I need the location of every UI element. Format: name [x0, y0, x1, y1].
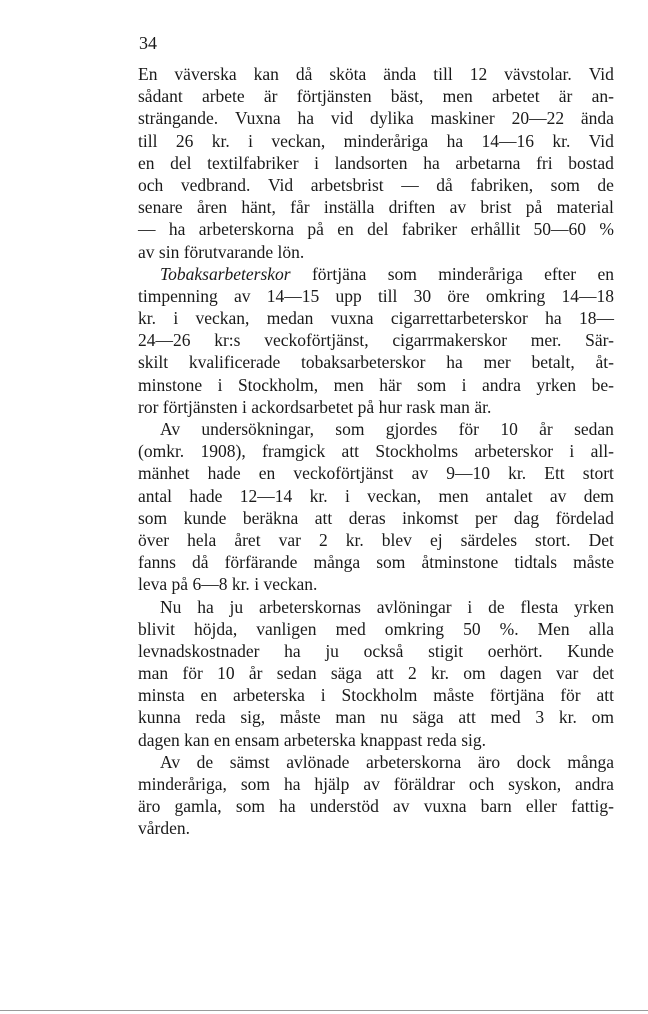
text-line: minstone i Stockholm, men här som i andra yrken be-	[138, 374, 614, 395]
text-line: äro gamla, som ha understöd av vuxna barn eller fattig-	[138, 796, 614, 817]
text-line: blivit höjda, vanligen med omkring 50 %. Men alla	[138, 618, 614, 639]
text-line: till 26 kr. i veckan, minderåriga ha 14—16 kr. Vid	[138, 130, 614, 151]
text-line: antal hade 12—14 kr. i veckan, men antalet av dem	[138, 485, 614, 506]
text-line: Nu ha ju arbeterskornas avlöningar i de flesta yrken	[160, 596, 614, 617]
text-line: skilt kvalificerade tobaksarbeterskor ha mer betalt, åt-	[138, 352, 614, 373]
text-line: sådant arbete är förtjänsten bäst, men arbetet är an-	[138, 86, 614, 107]
text-line: som kunde beräkna att deras inkomst per dag fördelad	[138, 507, 614, 528]
page-number: 34	[139, 33, 157, 53]
text-line: man för 10 år sedan säga att 2 kr. om dagen var det	[138, 663, 614, 684]
text-line: dagen kan en ensam arbeterska knappast reda sig.	[138, 729, 487, 750]
paragraph	[138, 63, 614, 263]
text-line: fanns då förfärande många som åtminstone tidtals måste	[138, 552, 614, 573]
text-line: över hela året var 2 kr. blev ej särdeles stort. Det	[138, 529, 614, 550]
text-line: av sin förutvarande lön.	[138, 241, 305, 262]
text-line: mänhet hade en veckoförtjänst av 9—10 kr. Ett stort	[138, 463, 614, 484]
text-line: kunna reda sig, måste man nu säga att med 3 kr. om	[138, 707, 614, 728]
text-line: kr. i veckan, medan vuxna cigarrettarbeterskor ha 18—	[138, 308, 614, 329]
paragraph	[138, 751, 614, 840]
text-line: minderåriga, som ha hjälp av föräldrar och syskon, andra	[138, 774, 614, 794]
text-line: och vedbrand. Vid arbetsbrist — då fabriken, som de	[138, 174, 614, 195]
text-line: (omkr. 1908), framgick att Stockholms arbeterskor i all-	[138, 441, 614, 462]
text-line: senare åren hänt, får inställa driften av brist på material	[138, 197, 614, 218]
text-line: ror förtjänsten i ackordsarbetet på hur rask man är.	[138, 396, 492, 417]
text-line: minsta en arbeterska i Stockholm måste förtjäna för att	[138, 685, 614, 706]
text-line: Tobaksarbeterskor förtjäna som minderåriga efter en	[160, 263, 614, 284]
text-line: Av de sämst avlönade arbeterskorna äro dock många	[160, 751, 614, 772]
paragraph	[138, 596, 614, 751]
text-line: vården.	[138, 818, 190, 839]
text-line: — ha arbeterskorna på en del fabriker erhållit 50—60 %	[138, 219, 614, 240]
paragraph	[138, 418, 614, 596]
text-line: timpenning av 14—15 upp till 30 öre omkring 14—18	[138, 285, 614, 306]
text-line: en del textilfabriker i landsorten ha arbetarna fri bostad	[138, 152, 614, 173]
text-line: Av undersökningar, som gjordes för 10 år sedan	[160, 419, 614, 439]
text-line: strängande. Vuxna ha vid dylika maskiner 20—22 ända	[138, 108, 614, 129]
paragraph	[138, 263, 614, 418]
page-bottom-edge	[0, 1010, 648, 1011]
text-line: En väverska kan då sköta ända till 12 vävstolar. Vid	[138, 64, 614, 84]
body-text	[138, 63, 614, 840]
text-line: levnadskostnader ha ju också stigit oerhört. Kunde	[138, 640, 614, 661]
text-line: leva på 6—8 kr. i veckan.	[138, 574, 318, 595]
text-line: 24—26 kr:s veckoförtjänst, cigarrmakerskor mer. Sär-	[138, 330, 614, 351]
